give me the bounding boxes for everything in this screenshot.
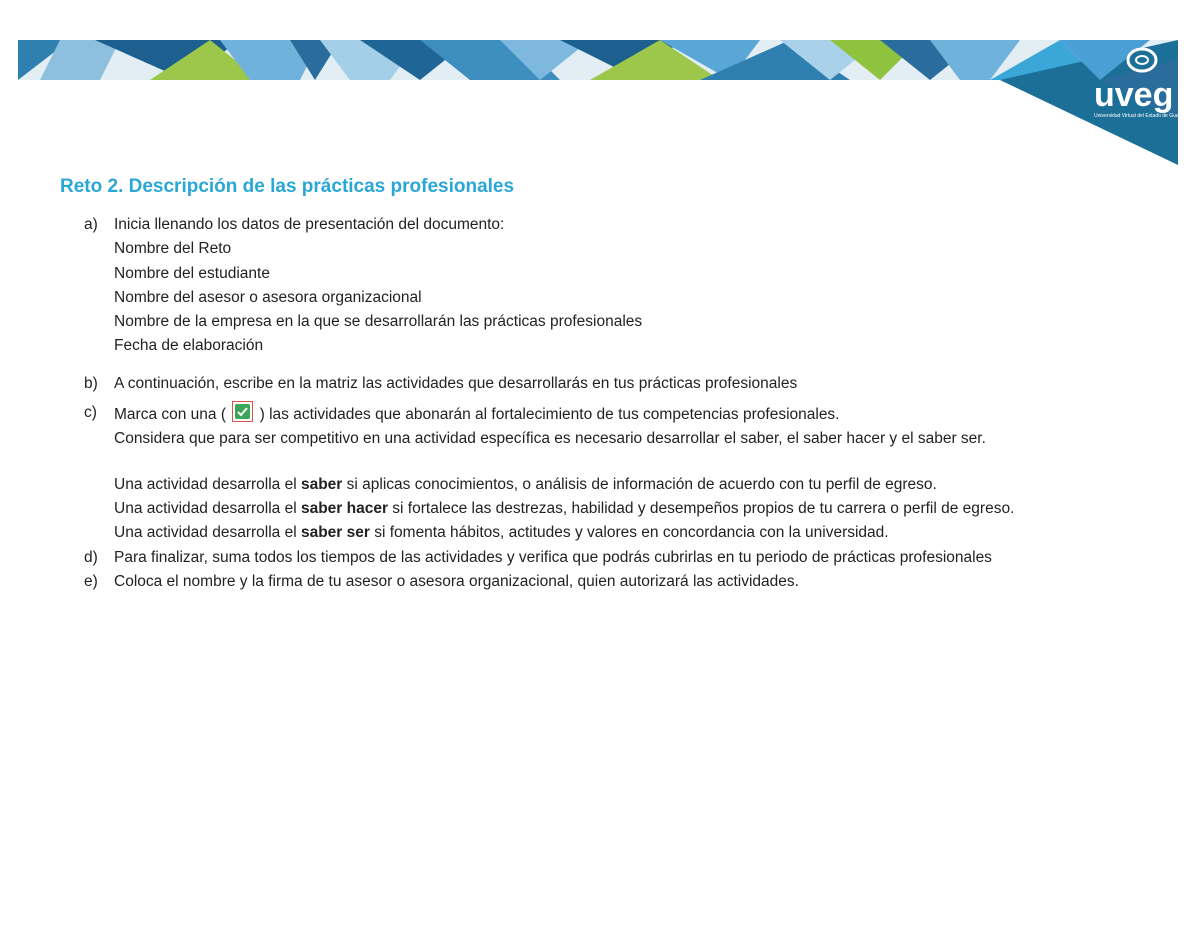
list-marker: b) xyxy=(84,374,98,392)
saber-hacer-line xyxy=(114,497,1184,521)
saber-suffix: si aplicas conocimientos, o análisis de información de acuerdo con tu perfil de egreso. xyxy=(342,475,937,493)
saber-ser-suffix: si fomenta hábitos, actitudes y valores en concordancia con la universidad. xyxy=(369,524,889,542)
field-advisor-name: Nombre del asesor o asesora organizacional xyxy=(114,288,422,306)
svg-text:uveg: uveg xyxy=(1094,76,1174,114)
saber-term: saber xyxy=(300,475,343,493)
item-a-intro: Inicia llenando los datos de presentación del documento: xyxy=(114,216,505,233)
field-student-name: Nombre del estudiante xyxy=(114,264,270,282)
list-marker: d) xyxy=(84,548,98,566)
item-e-text: Coloca el nombre y la firma de tu asesor o asesora organizacional, quien autorizará las actividades. xyxy=(114,572,799,590)
list-item-b xyxy=(84,372,1184,396)
instructions-list xyxy=(84,213,1184,594)
item-c-text-before: Marca con una ( xyxy=(114,406,226,424)
item-c-consider: Considera que para ser competitivo en una actividad específica es necesario desarrollar el saber, el saber hacer y el saber ser. xyxy=(114,430,986,448)
item-d-text: Para finalizar, suma todos los tiempos de las actividades y verifica que podrás cubrirlas en tu periodo de prácticas profesionales xyxy=(114,548,992,566)
field-reto-name: Nombre del Reto xyxy=(114,240,232,258)
list-item-d xyxy=(84,546,1184,570)
saber-line xyxy=(114,473,1184,497)
list-marker: a) xyxy=(84,216,98,233)
list-marker: c) xyxy=(84,404,97,422)
saber-ser-prefix: Una actividad desarrolla el xyxy=(114,524,301,542)
field-date: Fecha de elaboración xyxy=(114,337,264,355)
header-banner xyxy=(0,0,1200,175)
svg-text:Universidad Virtual del Estado: Universidad Virtual del Estado de Guanajuato xyxy=(1094,113,1196,119)
saber-ser-term: saber ser xyxy=(300,524,370,542)
list-item-a xyxy=(84,213,1184,359)
saber-ser-line xyxy=(114,521,1184,545)
item-c-text-after: ) las actividades que abonarán al fortalecimiento de tus competencias profesionales. xyxy=(259,406,840,424)
checkbox-checked-icon xyxy=(232,401,253,422)
list-marker: e) xyxy=(84,572,98,590)
saber-prefix: Una actividad desarrolla el xyxy=(114,475,301,493)
field-company-name: Nombre de la empresa en la que se desarrollarán las prácticas profesionales xyxy=(114,313,643,331)
saber-hacer-prefix: Una actividad desarrolla el xyxy=(114,499,301,517)
list-item-c xyxy=(84,401,1184,545)
item-b-text: A continuación, escribe en la matriz las actividades que desarrollarás en tus prácticas profesionales xyxy=(114,374,798,392)
saber-hacer-term: saber hacer xyxy=(300,499,388,517)
list-item-e xyxy=(84,570,1184,594)
saber-hacer-suffix: si fortalece las destrezas, habilidad y desempeños propios de tu carrera o perfil de egreso. xyxy=(388,499,1015,517)
item-c-text xyxy=(114,401,1184,427)
page-title: Reto 2. Descripción de las prácticas profesionales xyxy=(60,176,515,197)
